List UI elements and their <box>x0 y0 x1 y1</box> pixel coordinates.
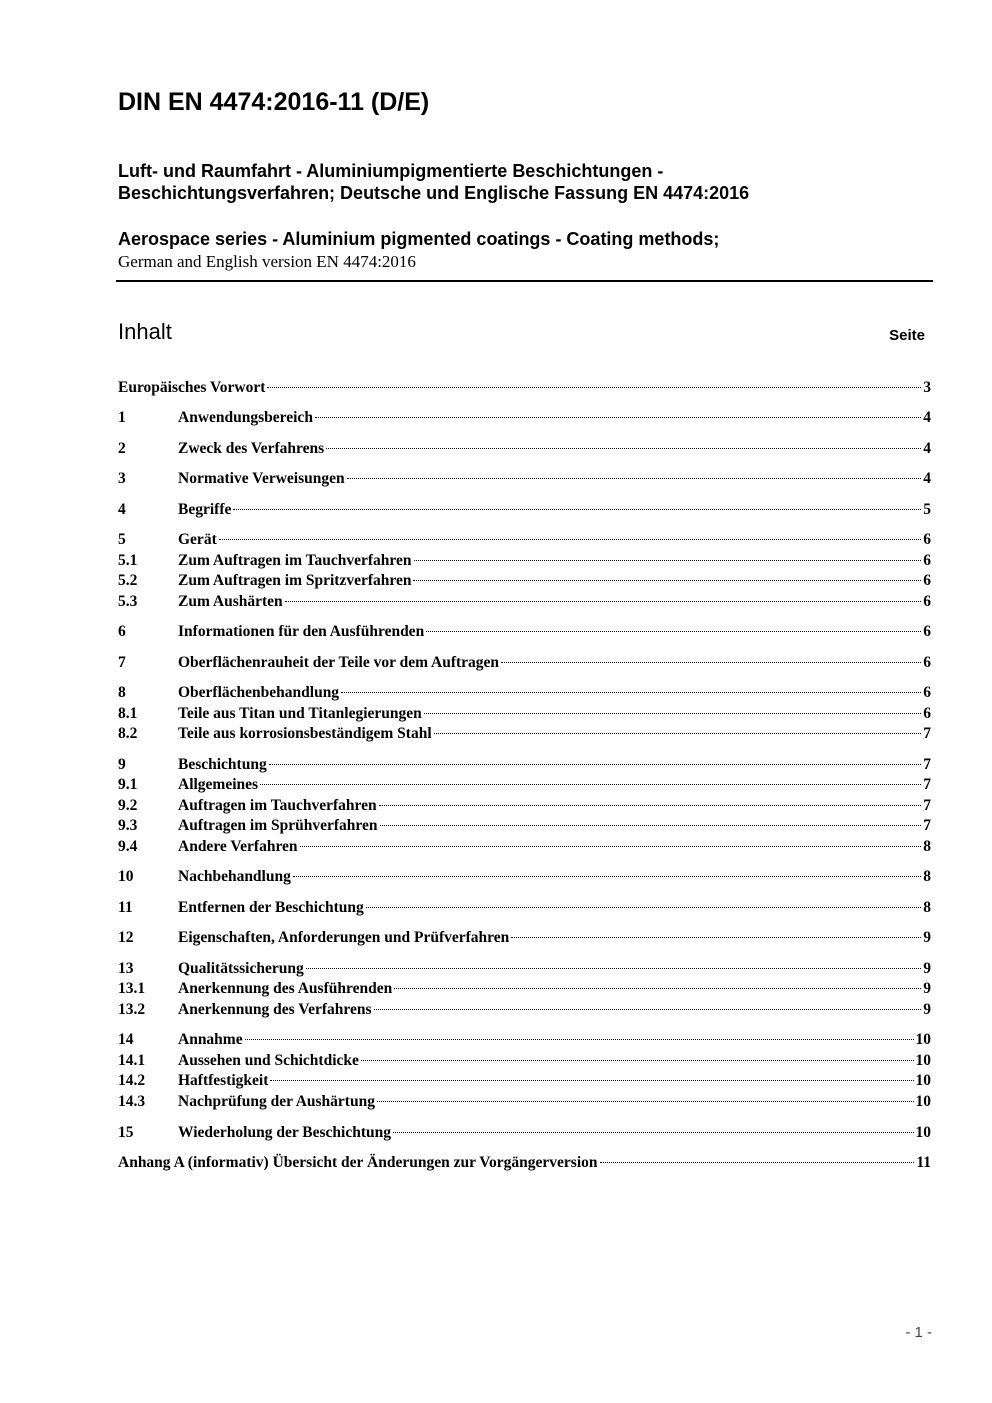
toc-entry-page: 6 <box>923 654 931 671</box>
english-subtitle: German and English version EN 4474:2016 <box>118 252 416 271</box>
toc-entry-title: Beschichtung <box>178 756 267 773</box>
toc-entry-title: Teile aus korrosionsbeständigem Stahl <box>178 725 432 742</box>
toc-entry-number: 8 <box>118 684 126 701</box>
toc-entry-page: 8 <box>923 868 931 885</box>
toc-entry-title: Anerkennung des Verfahrens <box>178 1001 372 1018</box>
toc-entry-page: 9 <box>923 929 931 946</box>
german-title-line-2: Beschichtungsverfahren; Deutsche und Englische Fassung EN 4474:2016 <box>118 183 750 203</box>
toc-dot-leader <box>315 417 921 418</box>
toc-entry-number: 9.4 <box>118 838 138 855</box>
toc-dot-leader <box>424 713 921 714</box>
toc-entry-page: 10 <box>915 1124 931 1141</box>
toc-entry-number: 11 <box>118 899 133 916</box>
toc-dot-leader <box>394 988 921 989</box>
toc-dot-leader <box>600 1162 915 1163</box>
toc-entry-title: Zweck des Verfahrens <box>178 440 325 457</box>
toc-dot-leader <box>393 1132 913 1133</box>
toc-entry-number: 14.2 <box>118 1072 146 1089</box>
toc-entry-number: 13 <box>118 960 134 977</box>
toc-entry-page: 7 <box>923 817 931 834</box>
toc-entry[interactable] <box>118 796 931 816</box>
toc-entry-page: 8 <box>923 899 931 916</box>
toc-entry-number: 9.2 <box>118 797 138 814</box>
toc-dot-leader <box>267 387 921 388</box>
page-column-label: Seite <box>889 327 925 344</box>
toc-entry-title: Oberflächenrauheit der Teile vor dem Auftragen <box>178 654 500 671</box>
toc-entry[interactable] <box>118 959 931 979</box>
toc-entry[interactable] <box>118 898 931 918</box>
toc-dot-leader <box>326 448 921 449</box>
toc-dot-leader <box>426 631 921 632</box>
toc-entry[interactable] <box>118 816 931 836</box>
toc-entry-page: 7 <box>923 776 931 793</box>
toc-entry[interactable] <box>118 622 931 642</box>
toc-dot-leader <box>347 478 922 479</box>
toc-entry-title: Zum Aushärten <box>178 593 283 610</box>
toc-dot-leader <box>361 1060 914 1061</box>
toc-entry-title: Aussehen und Schichtdicke <box>178 1052 359 1069</box>
toc-entry-page: 7 <box>923 797 931 814</box>
toc-entry-number: 14.3 <box>118 1093 146 1110</box>
toc-entry-title: Gerät <box>178 531 217 548</box>
toc-entry-title: Europäisches Vorwort <box>118 379 266 396</box>
toc-entry-page: 4 <box>923 470 931 487</box>
toc-dot-leader <box>374 1009 922 1010</box>
toc-entry-page: 10 <box>915 1093 931 1110</box>
toc-entry-page: 9 <box>923 960 931 977</box>
german-title <box>118 160 938 204</box>
toc-entry[interactable] <box>118 530 931 550</box>
toc-entry-page: 11 <box>916 1154 931 1171</box>
toc-entry[interactable] <box>118 1092 931 1112</box>
toc-entry[interactable] <box>118 867 931 887</box>
toc-entry-page: 6 <box>923 572 931 589</box>
toc-entry-page: 10 <box>915 1031 931 1048</box>
toc-entry[interactable] <box>118 775 931 795</box>
toc-entry-title: Annahme <box>178 1031 243 1048</box>
toc-entry-title: Anhang A (informativ) Übersicht der Änderungen zur Vorgängerversion <box>118 1154 598 1171</box>
toc-entry[interactable] <box>118 1030 931 1050</box>
toc-entry-number: 2 <box>118 440 126 457</box>
toc-entry-page: 6 <box>923 552 931 569</box>
toc-entry-number: 7 <box>118 654 126 671</box>
toc-entry-page: 6 <box>923 705 931 722</box>
toc-entry-page: 8 <box>923 838 931 855</box>
toc-dot-leader <box>306 968 922 969</box>
toc-entry-page: 3 <box>923 379 931 396</box>
toc-entry[interactable] <box>118 724 931 744</box>
toc-entry-title: Wiederholung der Beschichtung <box>178 1124 392 1141</box>
toc-entry-number: 13.2 <box>118 1001 146 1018</box>
toc-entry-page: 6 <box>923 593 931 610</box>
toc-dot-leader <box>341 692 921 693</box>
page-number: - 1 - <box>905 1324 932 1341</box>
document-id: DIN EN 4474:2016-11 (D/E) <box>118 88 430 116</box>
toc-entry-number: 15 <box>118 1124 134 1141</box>
toc-entry-page: 6 <box>923 623 931 640</box>
toc-entry-number: 8.2 <box>118 725 138 742</box>
toc-entry[interactable] <box>118 1051 931 1071</box>
toc-entry[interactable] <box>118 979 931 999</box>
toc-entry-title: Entfernen der Beschichtung <box>178 899 364 916</box>
toc-dot-leader <box>511 937 921 938</box>
toc-entry-number: 9.3 <box>118 817 138 834</box>
toc-entry[interactable] <box>118 1071 931 1091</box>
toc-entry-title: Oberflächenbehandlung <box>178 684 340 701</box>
toc-dot-leader <box>377 1101 914 1102</box>
toc-entry-number: 3 <box>118 470 126 487</box>
toc-entry[interactable] <box>118 837 931 857</box>
toc-entry-number: 13.1 <box>118 980 146 997</box>
toc-entry-number: 4 <box>118 501 126 518</box>
toc-entry-title: Auftragen im Tauchverfahren <box>178 797 377 814</box>
toc-entry-page: 10 <box>915 1072 931 1089</box>
toc-entry[interactable] <box>118 378 931 398</box>
toc-entry[interactable] <box>118 1123 931 1143</box>
toc-entry-page: 9 <box>923 1001 931 1018</box>
toc-entry-page: 4 <box>923 440 931 457</box>
toc-entry-title: Eigenschaften, Anforderungen und Prüfverfahren <box>178 929 510 946</box>
toc-entry-title: Haftfestigkeit <box>178 1072 269 1089</box>
english-title: Aerospace series - Aluminium pigmented coatings - Coating methods; <box>118 229 720 249</box>
toc-entry[interactable] <box>118 592 931 612</box>
toc-entry-number: 5.3 <box>118 593 138 610</box>
toc-entry-page: 6 <box>923 531 931 548</box>
toc-dot-leader <box>260 784 921 785</box>
toc-entry-title: Teile aus Titan und Titanlegierungen <box>178 705 422 722</box>
toc-entry[interactable] <box>118 469 931 489</box>
toc-dot-leader <box>413 580 921 581</box>
toc-entry[interactable] <box>118 683 931 703</box>
toc-dot-leader <box>380 825 922 826</box>
toc-entry-title: Informationen für den Ausführenden <box>178 623 425 640</box>
toc-entry-page: 7 <box>923 725 931 742</box>
toc-entry-number: 5.2 <box>118 572 138 589</box>
toc-entry-page: 7 <box>923 756 931 773</box>
toc-dot-leader <box>219 539 922 540</box>
toc-entry-title: Begriffe <box>178 501 232 518</box>
toc-entry-title: Auftragen im Sprühverfahren <box>178 817 378 834</box>
toc-entry-title: Nachbehandlung <box>178 868 291 885</box>
toc-entry-title: Allgemeines <box>178 776 259 793</box>
toc-dot-leader <box>270 1080 913 1081</box>
toc-entry-number: 9 <box>118 756 126 773</box>
toc-entry-number: 6 <box>118 623 126 640</box>
toc-entry[interactable] <box>118 500 931 520</box>
toc-entry-title: Zum Auftragen im Spritzverfahren <box>178 572 412 589</box>
german-title-line-1: Luft- und Raumfahrt - Aluminiumpigmentierte Beschichtungen - <box>118 161 664 181</box>
toc-entry-title: Andere Verfahren <box>178 838 298 855</box>
toc-entry-number: 5 <box>118 531 126 548</box>
toc-entry[interactable] <box>118 1153 931 1173</box>
toc-dot-leader <box>366 907 922 908</box>
toc-entry-number: 14 <box>118 1031 134 1048</box>
toc-dot-leader <box>434 733 922 734</box>
toc-dot-leader <box>245 1039 914 1040</box>
toc-entry[interactable] <box>118 571 931 591</box>
toc-dot-leader <box>285 601 922 602</box>
toc-entry-number: 1 <box>118 409 126 426</box>
toc-entry-title: Normative Verweisungen <box>178 470 345 487</box>
toc-entry-page: 5 <box>923 501 931 518</box>
toc-entry[interactable] <box>118 755 931 775</box>
toc-entry-number: 12 <box>118 929 134 946</box>
toc-entry-title: Qualitätssicherung <box>178 960 304 977</box>
toc-entry-number: 10 <box>118 868 134 885</box>
toc-entry[interactable] <box>118 928 931 948</box>
toc-dot-leader <box>269 764 922 765</box>
toc-dot-leader <box>379 805 922 806</box>
toc-entry[interactable] <box>118 704 931 724</box>
toc-entry-number: 5.1 <box>118 552 138 569</box>
toc-dot-leader <box>233 509 921 510</box>
header-rule <box>116 280 933 282</box>
toc-entry-title: Zum Auftragen im Tauchverfahren <box>178 552 412 569</box>
toc-entry[interactable] <box>118 408 931 428</box>
toc-entry-number: 14.1 <box>118 1052 146 1069</box>
toc-entry-number: 8.1 <box>118 705 138 722</box>
toc-dot-leader <box>293 876 921 877</box>
toc-entry[interactable] <box>118 653 931 673</box>
toc-heading: Inhalt <box>118 319 172 344</box>
toc-entry-title: Anwendungsbereich <box>178 409 313 426</box>
toc-dot-leader <box>300 846 922 847</box>
toc-entry[interactable] <box>118 1000 931 1020</box>
toc-entry-page: 6 <box>923 684 931 701</box>
toc-entry-title: Anerkennung des Ausführenden <box>178 980 393 997</box>
toc-dot-leader <box>414 560 922 561</box>
toc-entry[interactable] <box>118 551 931 571</box>
toc-entry-page: 10 <box>915 1052 931 1069</box>
toc-entry-page: 4 <box>923 409 931 426</box>
toc-entry-number: 9.1 <box>118 776 138 793</box>
toc-dot-leader <box>501 662 921 663</box>
toc-entry-page: 9 <box>923 980 931 997</box>
toc-entry[interactable] <box>118 439 931 459</box>
toc-entry-title: Nachprüfung der Aushärtung <box>178 1093 375 1110</box>
